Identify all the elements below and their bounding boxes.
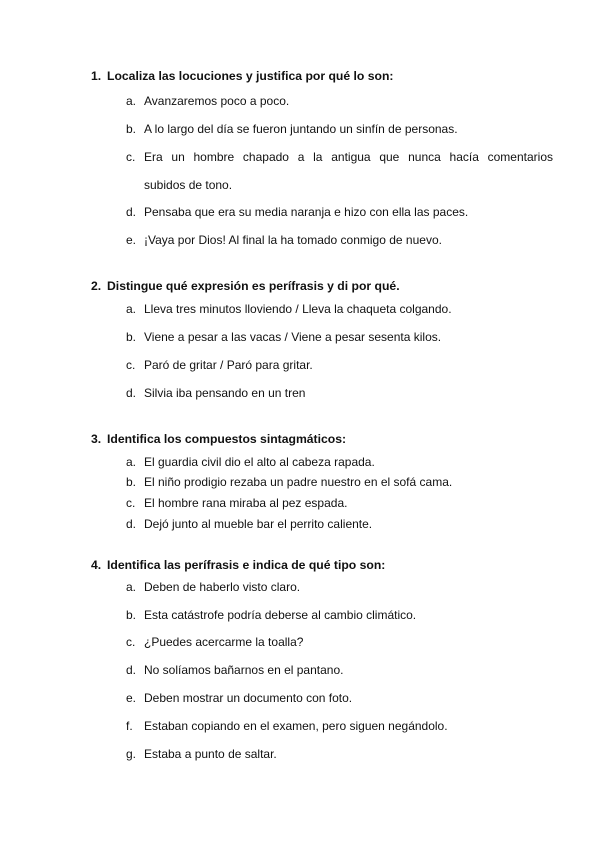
section-1-heading	[91, 69, 393, 84]
item-letter: b.	[126, 475, 137, 489]
item-text: Dejó junto al mueble bar el perrito caliente.	[144, 517, 373, 531]
item-text: El niño prodigio rezaba un padre nuestro en el sofá cama.	[144, 475, 453, 489]
item-text: No solíamos bañarnos en el pantano.	[144, 663, 344, 677]
section-3-heading	[91, 432, 346, 447]
item-letter: a.	[126, 580, 137, 594]
item-text: Estaba a punto de saltar.	[144, 747, 277, 761]
item-letter: d.	[126, 205, 137, 219]
item-text: Estaban copiando en el examen, pero siguen negándolo.	[144, 719, 448, 733]
section-4-heading	[91, 558, 385, 573]
item-continuation: subidos de tono.	[144, 178, 233, 192]
section-number: 3.	[91, 432, 102, 446]
section-title: Identifica los compuestos sintagmáticos:	[107, 432, 347, 446]
item-letter: c.	[126, 150, 136, 164]
item-letter: c.	[126, 496, 136, 510]
item-text: Esta catástrofe podría deberse al cambio climático.	[144, 608, 417, 622]
item-text: Avanzaremos poco a poco.	[144, 94, 290, 108]
item-letter: g.	[126, 747, 137, 761]
item-text: Era un hombre chapado a la antigua que nunca hacía comentarios	[144, 150, 553, 164]
section-2-heading	[91, 279, 400, 294]
section-number: 1.	[91, 69, 102, 83]
item-text: Deben mostrar un documento con foto.	[144, 691, 353, 705]
item-text: Paró de gritar / Paró para gritar.	[144, 358, 313, 372]
item-letter: e.	[126, 691, 137, 705]
section-title: Identifica las perífrasis e indica de qué tipo son:	[107, 558, 386, 572]
item-letter: b.	[126, 330, 137, 344]
item-letter: d.	[126, 663, 137, 677]
item-text: ¡Vaya por Dios! Al final la ha tomado conmigo de nuevo.	[144, 233, 442, 247]
item-text: Viene a pesar a las vacas / Viene a pesar sesenta kilos.	[144, 330, 442, 344]
item-letter: a.	[126, 94, 137, 108]
item-letter: d.	[126, 517, 137, 531]
item-letter: a.	[126, 302, 137, 316]
item-letter: a.	[126, 455, 137, 469]
item-text: ¿Puedes acercarme la toalla?	[144, 635, 304, 649]
item-letter: d.	[126, 386, 137, 400]
section-number: 4.	[91, 558, 102, 572]
item-text: Silvia iba pensando en un tren	[144, 386, 306, 400]
item-text: Pensaba que era su media naranja e hizo con ella las paces.	[144, 205, 469, 219]
section-title: Localiza las locuciones y justifica por qué lo son:	[107, 69, 394, 83]
item-text: Deben de haberlo visto claro.	[144, 580, 301, 594]
item-text: A lo largo del día se fueron juntando un sinfín de personas.	[144, 122, 458, 136]
section-title: Distingue qué expresión es perífrasis y di por qué.	[107, 279, 400, 293]
item-letter: c.	[126, 635, 136, 649]
item-text: El guardia civil dio el alto al cabeza rapada.	[144, 455, 375, 469]
item-letter: b.	[126, 608, 137, 622]
item-letter: e.	[126, 233, 137, 247]
item-text: El hombre rana miraba al pez espada.	[144, 496, 348, 510]
section-number: 2.	[91, 279, 102, 293]
item-letter: f.	[126, 719, 133, 733]
item-letter: c.	[126, 358, 136, 372]
item-text: Lleva tres minutos lloviendo / Lleva la chaqueta colgando.	[144, 302, 452, 316]
item-letter: b.	[126, 122, 137, 136]
